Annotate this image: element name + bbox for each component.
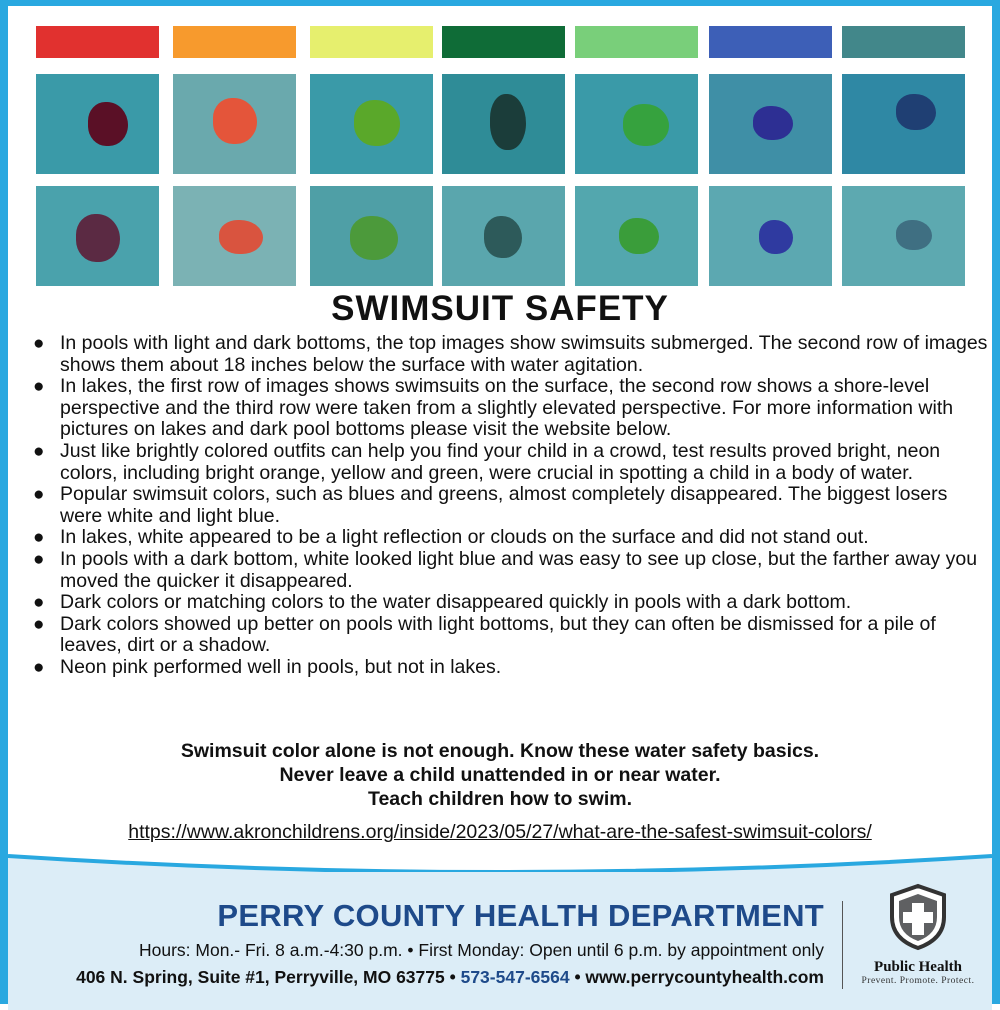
- bullet-icon: ●: [33, 527, 45, 549]
- swatch-teal: [842, 26, 965, 58]
- bullet-icon: ●: [33, 592, 45, 614]
- shield-icon: [886, 883, 950, 951]
- photo-yellow-submerged: [310, 74, 433, 174]
- safety-basics-line: Teach children how to swim.: [367, 788, 632, 810]
- phone-number[interactable]: 573-547-6564: [460, 967, 570, 987]
- bullet-icon: ●: [33, 656, 45, 678]
- source-link[interactable]: https://www.akronchildrens.org/inside/2023/05/27/what-are-the-safest-swimsuit-colors/: [128, 821, 872, 843]
- list-item: ● Neon pink performed well in pools, but not in lakes.: [33, 655, 502, 678]
- swatch-dark-green: [442, 26, 565, 58]
- photo-orange-submerged: [173, 74, 296, 174]
- photo-teal-agitated: [842, 186, 965, 286]
- photo-blue-submerged: [709, 74, 832, 174]
- list-item: ● In pools with light and dark bottoms, the top images show swimsuits submerged. The second row of images shows them about 18 inches below the surface with water agitation.: [33, 332, 988, 376]
- list-item: ● In lakes, the first row of images shows swimsuits on the surface, the second row shows a shore-level perspective and the third row were taken from a slightly elevated perspective. For more information with pictures on lakes and dark pool bottoms please visit the website below.: [33, 375, 954, 441]
- swatch-light-green: [575, 26, 698, 58]
- swatch-blue: [709, 26, 832, 58]
- swatch-red: [36, 26, 159, 58]
- website[interactable]: • www.perrycountyhealth.com: [569, 967, 824, 987]
- public-health-logo: [853, 883, 983, 993]
- bullet-icon: ●: [33, 613, 45, 635]
- safety-basics-line: Never leave a child unattended in or near water.: [279, 764, 721, 786]
- page-title: SWIMSUIT SAFETY: [331, 289, 669, 328]
- bullet-icon: ●: [33, 376, 45, 398]
- photo-row-submerged: [36, 74, 980, 178]
- contact-line: [28, 967, 824, 988]
- photo-red-submerged: [36, 74, 159, 174]
- photo-dark-green-submerged: [442, 74, 565, 174]
- photo-dark-green-agitated: [442, 186, 565, 286]
- photo-teal-submerged: [842, 74, 965, 174]
- photo-red-agitated: [36, 186, 159, 286]
- list-item: ● Dark colors or matching colors to the water disappeared quickly in pools with a dark bottom.: [33, 591, 852, 614]
- list-item: ● Dark colors showed up better on pools with light bottoms, but they can often be dismissed for a pile of leaves, dirt or a shadow.: [33, 612, 936, 657]
- photo-orange-agitated: [173, 186, 296, 286]
- list-item: ● Popular swimsuit colors, such as blues and greens, almost completely disappeared. The biggest losers were white and light blue.: [33, 483, 948, 527]
- photo-light-green-submerged: [575, 74, 698, 174]
- department-name: PERRY COUNTY HEALTH DEPARTMENT: [217, 898, 824, 933]
- photo-row-agitated: [36, 186, 980, 290]
- logo-tagline: Prevent. Promote. Protect.: [861, 976, 975, 986]
- bullet-icon: ●: [33, 333, 45, 354]
- list-item: ● In lakes, white appeared to be a light reflection or clouds on the surface and did not stand out.: [33, 526, 869, 549]
- address: 406 N. Spring, Suite #1, Perryville, MO 63775 •: [76, 967, 461, 987]
- safety-basics: [8, 739, 992, 811]
- bullet-icon: ●: [33, 440, 45, 462]
- safety-tips-list: [30, 333, 990, 679]
- list-item: ● In pools with a dark bottom, white looked light blue and was easy to see up close, but the farther away you moved the quicker it disappeared.: [33, 547, 978, 592]
- swatch-yellow: [310, 26, 433, 58]
- color-swatch-row: [36, 26, 980, 64]
- bullet-icon: ●: [33, 548, 45, 570]
- logo-title: Public Health: [874, 959, 962, 975]
- photo-blue-agitated: [709, 186, 832, 286]
- swatch-orange: [173, 26, 296, 58]
- bullet-icon: ●: [33, 484, 45, 506]
- photo-yellow-agitated: [310, 186, 433, 286]
- office-hours: Hours: Mon.- Fri. 8 a.m.-4:30 p.m. • First Monday: Open until 6 p.m. by appointment only: [138, 940, 824, 960]
- photo-light-green-agitated: [575, 186, 698, 286]
- list-item: ● Just like brightly colored outfits can help you find your child in a crowd, test results proved bright, neon colors, including bright orange, yellow and green, were crucial in spotting a child in a body of water.: [33, 439, 941, 484]
- safety-basics-line: Swimsuit color alone is not enough. Know these water safety basics.: [180, 740, 820, 762]
- footer-divider: [842, 901, 843, 989]
